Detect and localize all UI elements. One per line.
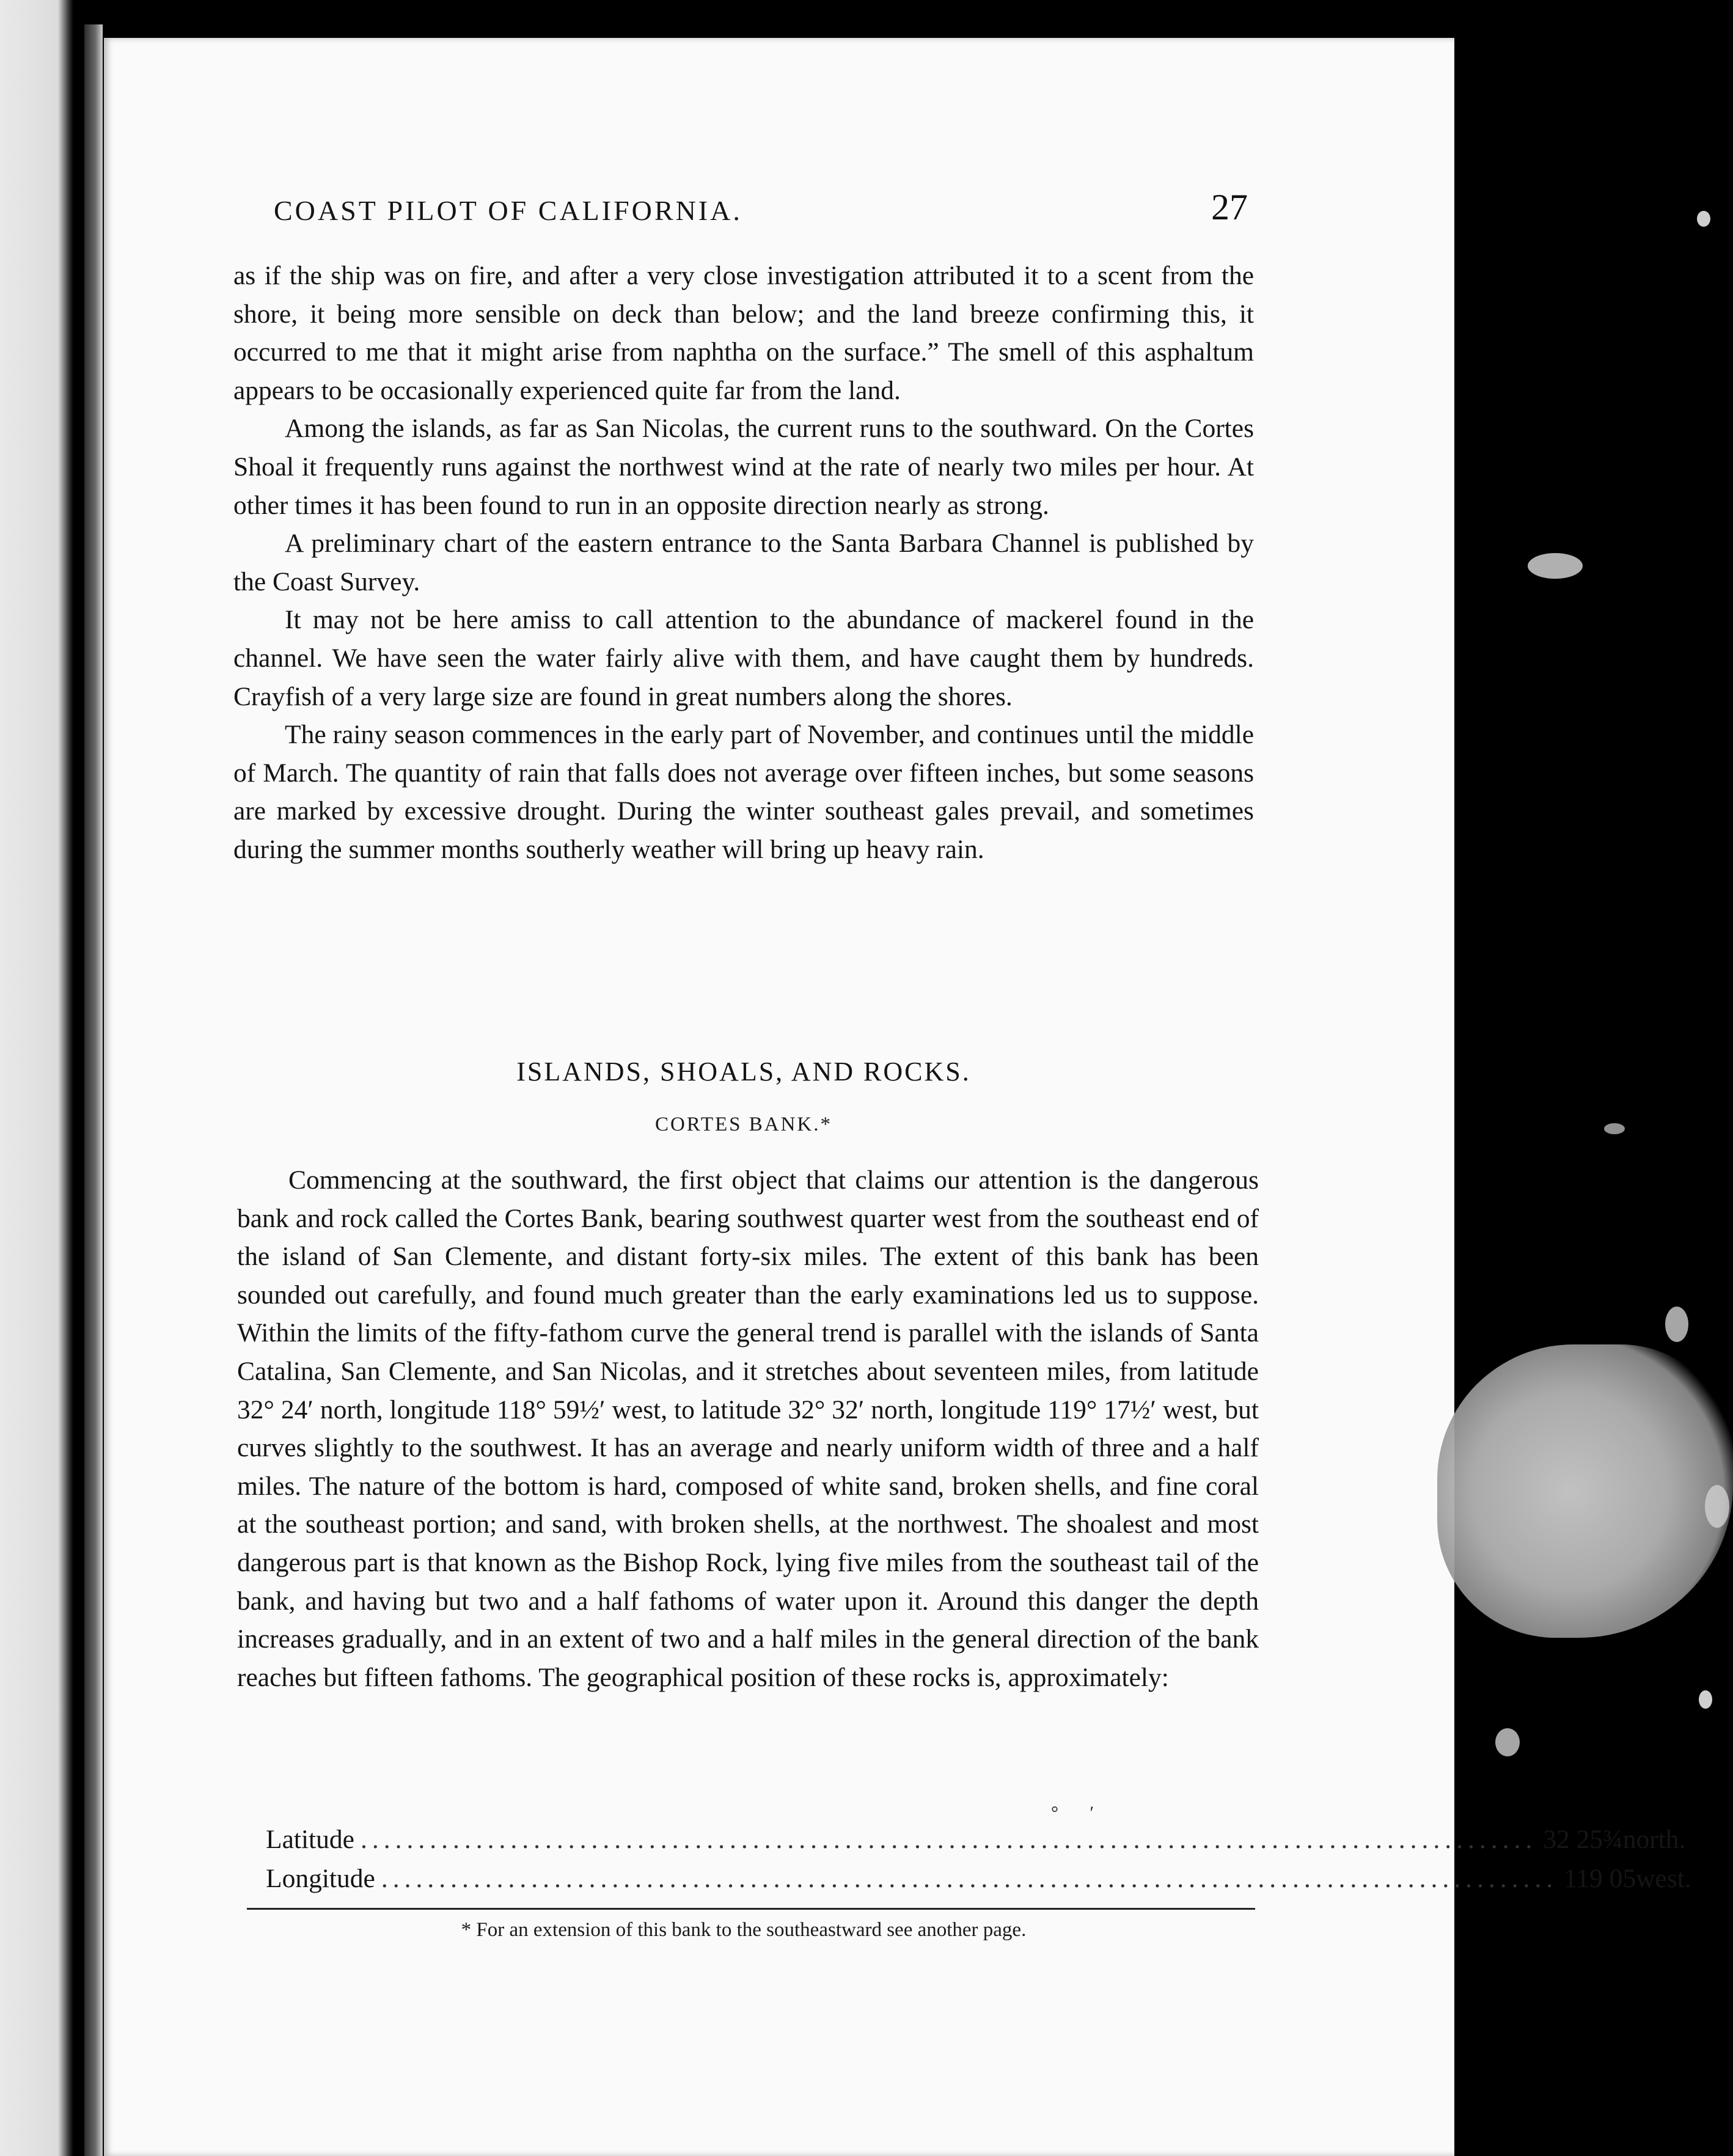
- footnote: * For an extension of this bank to the southeastward see another page.: [461, 1919, 1027, 1941]
- position-direction: west.: [1636, 1864, 1691, 1893]
- position-value: 119 05: [1564, 1864, 1636, 1893]
- running-head: COAST PILOT OF CALIFORNIA.: [274, 195, 742, 226]
- paper-stain: [1437, 1344, 1733, 1638]
- position-row-longitude: [266, 1863, 1691, 1902]
- page-gutter-shadow: [84, 24, 103, 2156]
- paper-speck: [1495, 1728, 1520, 1756]
- paragraph: It may not be here amiss to call attention to the abundance of mackerel found in the channel. We have seen the water fairly alive with them, and have caught them by hundreds. Crayfish of a very large size are found in great numbers along the shores.: [233, 605, 1254, 711]
- paragraph: Commencing at the southward, the first object that claims our attention is the dangerous bank and rock called the Cortes Bank, bearing southwest quarter west from the southeast end of the island of San Clemente, and distant forty-six miles. The extent of this bank has been sounded out carefully, and found much greater than the early examinations led us to suppose. Within the limits of the fifty-fathom curve the general trend is parallel with the islands of Santa Catalina, San Clemente, and San Nicolas, and it stretches about seventeen miles, from latitude 32° 24′ north, longitude 118° 59½′ west, to latitude 32° 32′ north, longitude 119° 17½′ west, but curves slightly to the southwest. It has an average and nearly uniform width of three and a half miles. The nature of the bottom is hard, composed of white sand, broken shells, and fine coral at the southeast portion; and sand, with broken shells, at the northwest. The shoalest and most dangerous part is that known as the Bishop Rock, lying five miles from the southeast tail of the bank, and having but two and a half fathoms of water upon it. Around this danger the depth increases gradually, and in an extent of two and a half miles in the general direction of the bank reaches but fifteen fathoms. The geographical position of these rocks is, approximately:: [237, 1165, 1259, 1692]
- footnote-rule: [247, 1908, 1255, 1910]
- facing-page-edge: [0, 0, 73, 2156]
- paper-speck: [1705, 1485, 1729, 1528]
- paper-speck: [1528, 553, 1583, 579]
- paragraph: as if the ship was on fire, and after a very close investigation attributed it to a scent from the shore, it being more sensible on deck than below; and the land breeze confirming this, it occurred to me that it might arise from naphtha on the surface.” The smell of this asphaltum appears to be occasionally experienced quite far from the land.: [233, 261, 1254, 405]
- paragraph: Among the islands, as far as San Nicolas, the current runs to the southward. On the Cortes Shoal it frequently runs against the northwest wind at the rate of nearly two miles per hour. At other times it has been found to run in an opposite direction nearly as strong.: [233, 414, 1254, 520]
- position-label: Latitude: [266, 1825, 354, 1854]
- paper-speck: [1665, 1307, 1688, 1342]
- dot-leader: ......................................................................................................: [360, 1825, 1537, 1854]
- paragraph: The rainy season commences in the early part of November, and continues until the middle of March. The quantity of rain that falls does not average over fifteen inches, but some seasons are marked by excessive drought. During the winter southeast gales prevail, and sometimes during the summer months southerly weather will bring up heavy rain.: [233, 720, 1254, 864]
- page-number: 27: [1211, 187, 1248, 227]
- dot-leader: ......................................................................................................: [381, 1864, 1558, 1893]
- position-table: [266, 1824, 1691, 1902]
- position-label: Longitude: [266, 1864, 375, 1893]
- position-row-latitude: [266, 1824, 1686, 1863]
- body-text: [233, 257, 1254, 869]
- section-subheading: CORTES BANK.*: [654, 1113, 833, 1135]
- paragraph: A preliminary chart of the eastern entrance to the Santa Barbara Channel is published by the Coast Survey.: [233, 529, 1254, 596]
- paper-speck: [1697, 211, 1710, 227]
- position-value: 32 25¾: [1543, 1825, 1623, 1854]
- paper-speck: [1699, 1690, 1712, 1709]
- paper-speck: [1604, 1123, 1625, 1134]
- position-direction: north.: [1622, 1825, 1686, 1854]
- degree-minute-marks: ° ′: [1051, 1803, 1108, 1823]
- section-heading: ISLANDS, SHOALS, AND ROCKS.: [516, 1057, 971, 1087]
- section-body: [237, 1161, 1259, 1696]
